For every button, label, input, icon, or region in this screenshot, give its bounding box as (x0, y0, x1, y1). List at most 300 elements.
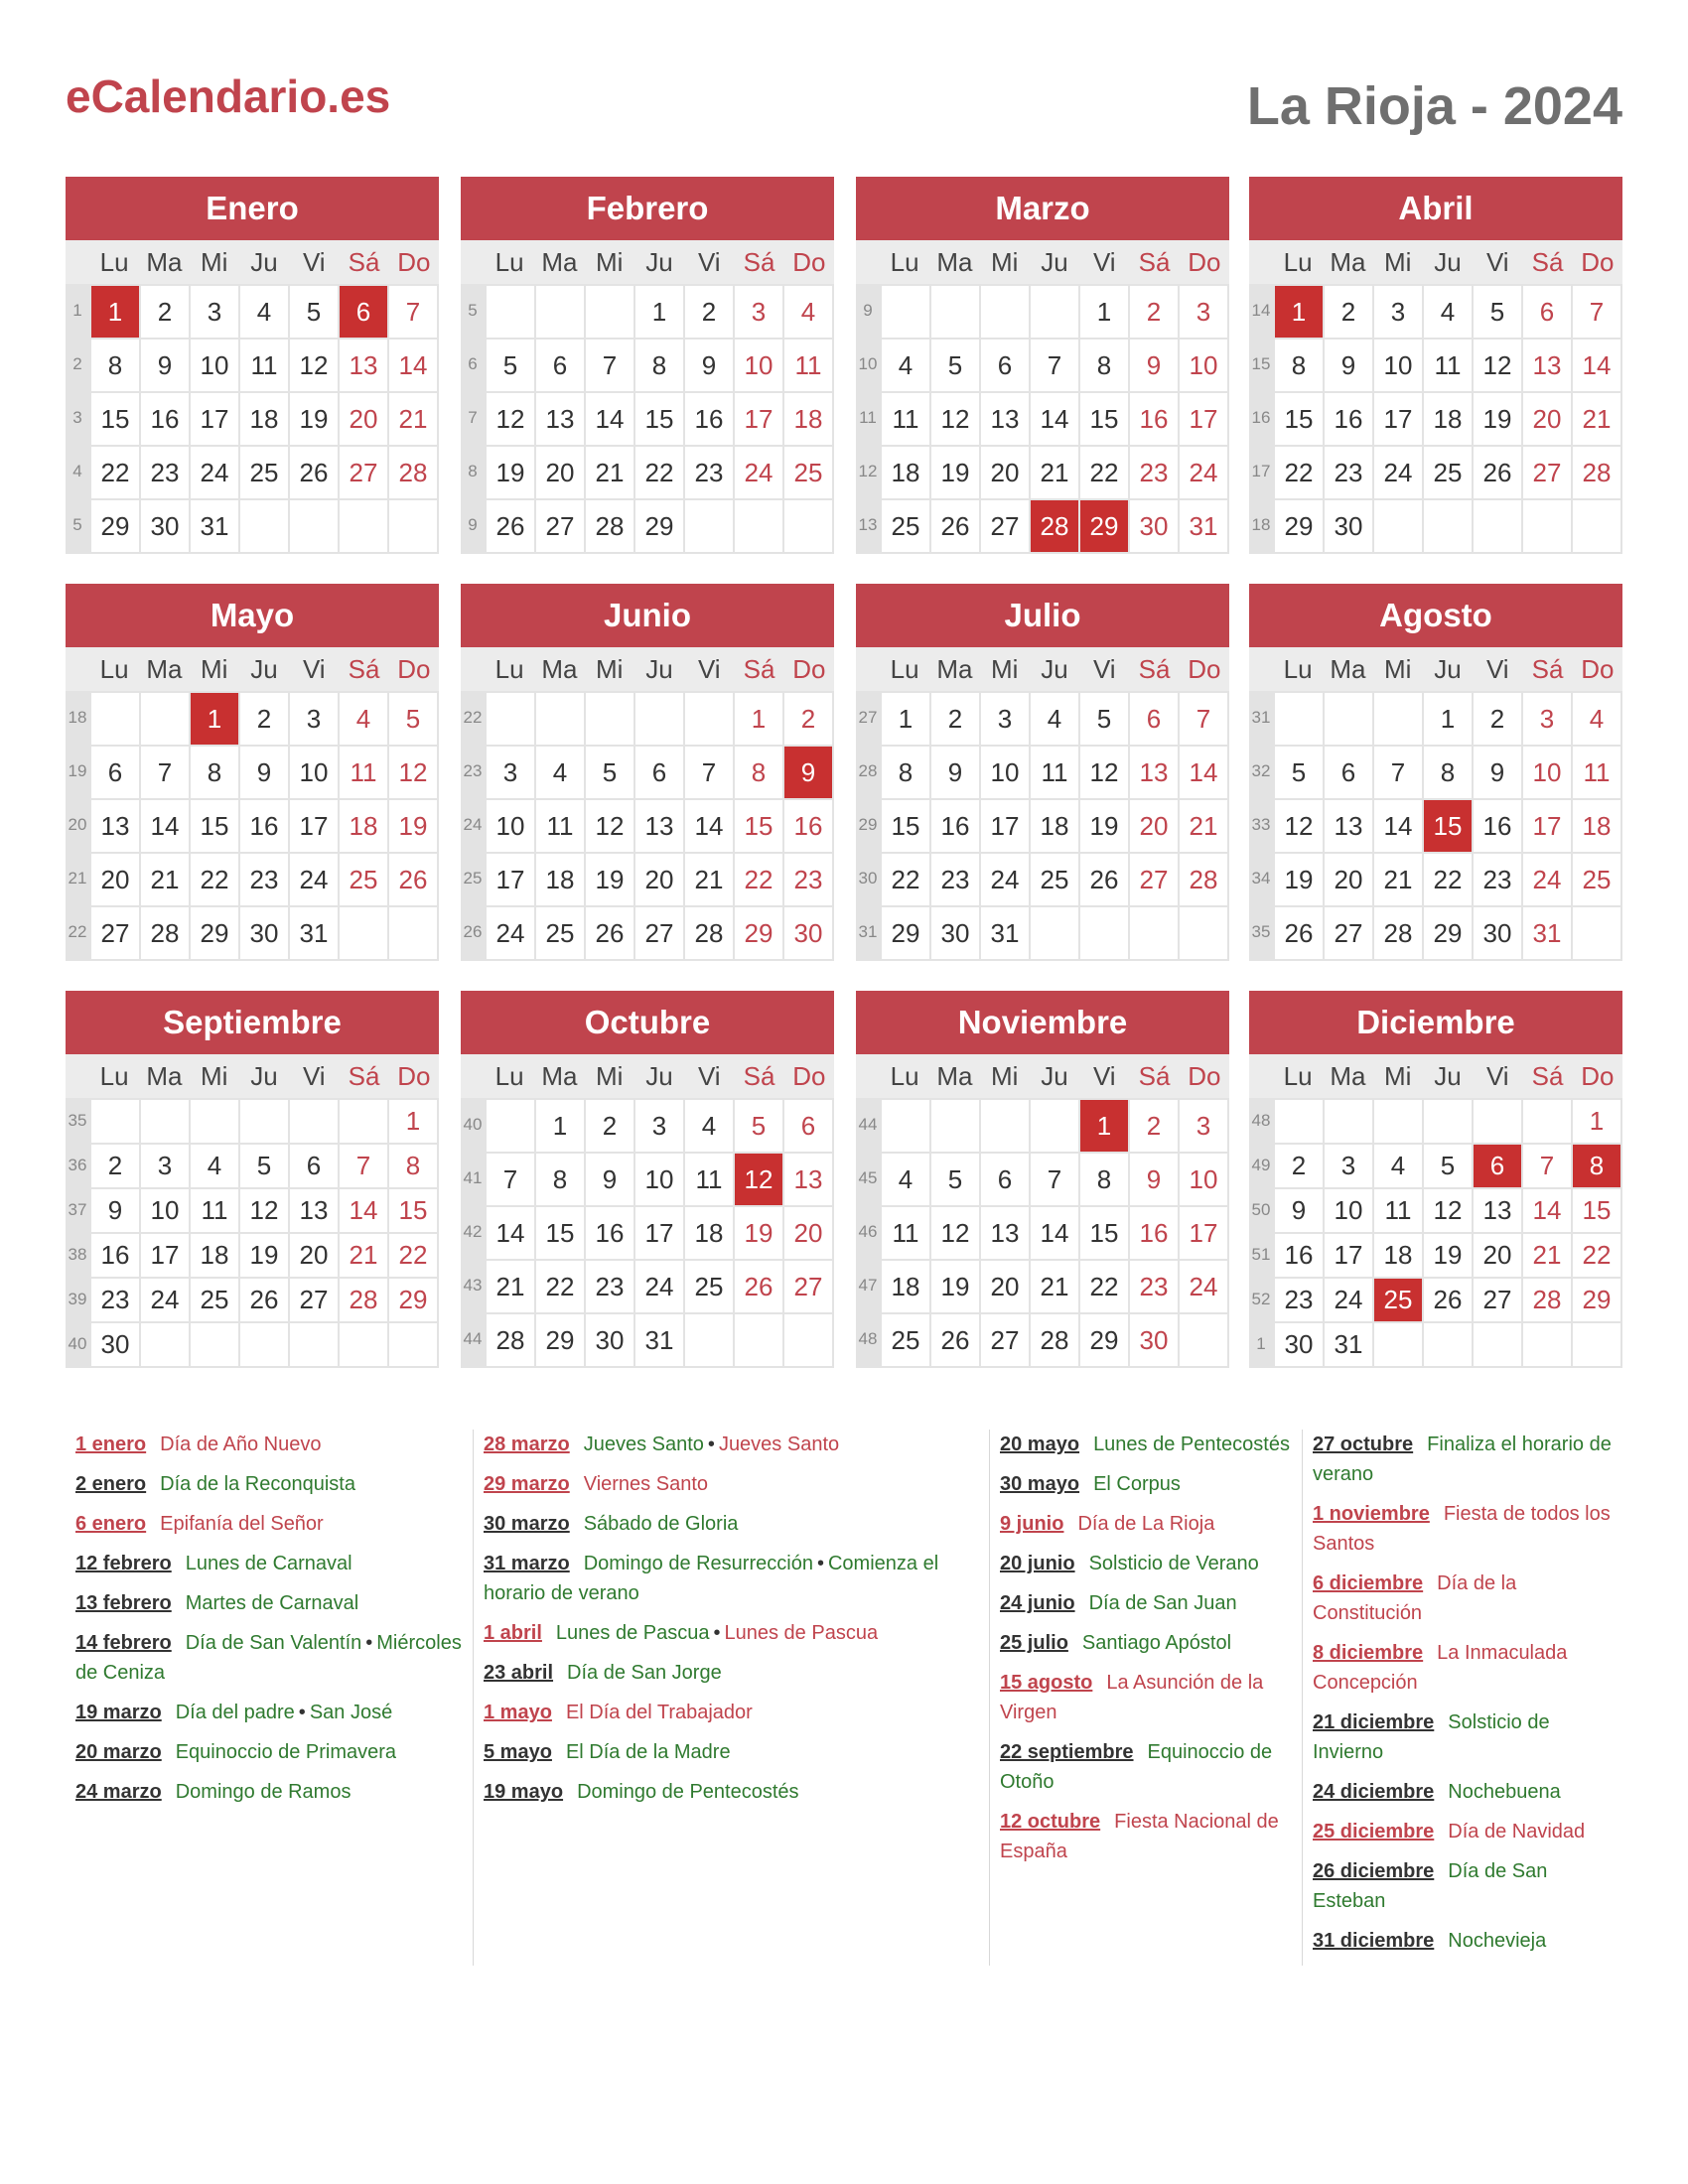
day-cell: 17 (1323, 1232, 1372, 1277)
day-cell: 14 (139, 798, 189, 852)
day-cell: 13 (1521, 338, 1571, 391)
holiday-name: Día de Año Nuevo (160, 1433, 322, 1455)
day-cell: 1 (1078, 1098, 1128, 1152)
week-row (66, 498, 437, 552)
weekday-label: Ma (146, 654, 183, 684)
week-row (1249, 1232, 1620, 1277)
empty-day-cell (338, 498, 387, 552)
day-cell: 10 (979, 745, 1029, 798)
week-row (1249, 445, 1620, 498)
empty-day-cell (288, 498, 338, 552)
day-cell: 8 (89, 338, 139, 391)
empty-day-cell (683, 498, 733, 552)
day-cell: 8 (633, 338, 683, 391)
weekday-label: Vi (302, 1061, 326, 1091)
empty-day-cell (1178, 1312, 1227, 1366)
day-cell: 6 (1472, 1143, 1521, 1187)
day-cell: 18 (1422, 391, 1472, 445)
holiday-item (75, 1430, 473, 1459)
holiday-date: 12 octubre (1000, 1811, 1101, 1833)
empty-day-cell (683, 691, 733, 745)
week-row (66, 445, 437, 498)
holiday-name: Día de Navidad (1448, 1821, 1586, 1843)
day-cell: 26 (1422, 1277, 1472, 1321)
week-row (461, 798, 832, 852)
empty-day-cell (485, 1098, 534, 1152)
day-cell: 5 (584, 745, 633, 798)
day-cell: 23 (89, 1277, 139, 1321)
day-cell: 13 (534, 391, 584, 445)
week-number: 22 (461, 691, 485, 745)
day-cell: 24 (1178, 445, 1227, 498)
day-cell: 1 (1422, 691, 1472, 745)
holiday-date: 15 agosto (1000, 1672, 1093, 1694)
empty-day-cell (238, 1098, 288, 1143)
weekday-header (1249, 647, 1622, 691)
holiday-date: 6 enero (75, 1513, 147, 1535)
weekday-label: Mi (1383, 247, 1412, 277)
empty-day-cell (929, 284, 979, 338)
day-cell: 6 (782, 1098, 832, 1152)
week-number: 11 (856, 391, 880, 445)
empty-day-cell (782, 1312, 832, 1366)
week-number-header (66, 240, 89, 284)
weekday-header (66, 240, 439, 284)
empty-day-cell (979, 1098, 1029, 1152)
weekday-label: Ma (1330, 247, 1366, 277)
month-3 (1249, 177, 1622, 554)
empty-day-cell (782, 498, 832, 552)
weekday-label: Mi (595, 247, 624, 277)
day-cell: 31 (1521, 905, 1571, 959)
day-cell: 25 (683, 1259, 733, 1312)
empty-day-cell (238, 1321, 288, 1366)
holiday-name: Jueves Santo (583, 1433, 704, 1455)
empty-day-cell (338, 1098, 387, 1143)
day-cell: 1 (733, 691, 782, 745)
weekday-label: Ju (250, 654, 278, 684)
day-cell: 7 (387, 284, 437, 338)
day-cell: 12 (1273, 798, 1323, 852)
holiday-item (1000, 1807, 1302, 1866)
day-cell: 21 (683, 852, 733, 905)
day-cell: 20 (1472, 1232, 1521, 1277)
week-number-header (1249, 1054, 1273, 1098)
day-cell: 26 (733, 1259, 782, 1312)
day-cell: 16 (929, 798, 979, 852)
week-number-header (856, 240, 880, 284)
weekday-header (856, 240, 1229, 284)
holiday-column (473, 1430, 989, 1966)
week-number: 43 (461, 1259, 485, 1312)
day-cell: 26 (1078, 852, 1128, 905)
holiday-name: Día de La Rioja (1077, 1513, 1215, 1535)
empty-day-cell (1273, 1098, 1323, 1143)
empty-day-cell (584, 691, 633, 745)
empty-day-cell (1323, 691, 1372, 745)
holiday-date: 9 junio (1000, 1513, 1064, 1535)
day-cell: 8 (1078, 1152, 1128, 1205)
holiday-item (484, 1737, 989, 1767)
day-cell: 17 (1178, 391, 1227, 445)
weekday-label: Sá (348, 1061, 380, 1091)
holiday-item (75, 1698, 473, 1727)
day-cell: 17 (1521, 798, 1571, 852)
holiday-name: Sábado de Gloria (583, 1513, 739, 1535)
week-row (461, 1205, 832, 1259)
day-cell: 14 (1178, 745, 1227, 798)
day-cell: 13 (633, 798, 683, 852)
weekday-label: Lu (99, 654, 129, 684)
holiday-item (1313, 1499, 1619, 1559)
week-number: 47 (856, 1259, 880, 1312)
empty-day-cell (1472, 1098, 1521, 1143)
day-cell: 12 (929, 391, 979, 445)
day-cell: 10 (1323, 1187, 1372, 1232)
day-cell: 4 (338, 691, 387, 745)
weekday-label: Sá (1531, 1061, 1564, 1091)
day-cell: 22 (733, 852, 782, 905)
empty-day-cell (1372, 1098, 1422, 1143)
weekday-label: Ma (936, 654, 973, 684)
holiday-date: 30 mayo (1000, 1473, 1080, 1495)
week-row (461, 284, 832, 338)
week-number: 52 (1249, 1277, 1273, 1321)
holiday-name: Finaliza el horario de verano (1313, 1433, 1612, 1485)
day-cell: 21 (1178, 798, 1227, 852)
holiday-name: Lunes de Carnaval (185, 1553, 352, 1574)
week-number: 16 (1249, 391, 1273, 445)
day-cell: 8 (880, 745, 929, 798)
day-cell: 28 (139, 905, 189, 959)
holiday-name: Miércoles de Ceniza (75, 1632, 462, 1684)
month-title: Noviembre (856, 991, 1229, 1054)
day-cell: 21 (584, 445, 633, 498)
day-cell: 15 (89, 391, 139, 445)
month-11 (1249, 991, 1622, 1368)
week-row (461, 1098, 832, 1152)
day-cell: 14 (683, 798, 733, 852)
holiday-item (484, 1509, 989, 1539)
weekday-header (856, 647, 1229, 691)
week-row (856, 798, 1227, 852)
month-title: Junio (461, 584, 834, 647)
weekday-label: Ju (1041, 654, 1068, 684)
day-cell: 1 (534, 1098, 584, 1152)
week-number: 20 (66, 798, 89, 852)
day-cell: 22 (633, 445, 683, 498)
empty-day-cell (139, 691, 189, 745)
week-row (1249, 498, 1620, 552)
day-cell: 3 (633, 1098, 683, 1152)
day-cell: 3 (979, 691, 1029, 745)
holiday-item (75, 1588, 473, 1618)
day-cell: 18 (880, 445, 929, 498)
week-number: 25 (461, 852, 485, 905)
empty-day-cell (1422, 1321, 1472, 1366)
holiday-item (484, 1549, 989, 1608)
week-number: 42 (461, 1205, 485, 1259)
day-cell: 17 (189, 391, 238, 445)
day-cell: 30 (929, 905, 979, 959)
month-4 (66, 584, 439, 961)
day-cell: 6 (979, 338, 1029, 391)
day-cell: 7 (485, 1152, 534, 1205)
day-cell: 20 (288, 1232, 338, 1277)
weekday-label: Ma (541, 247, 578, 277)
day-cell: 31 (633, 1312, 683, 1366)
empty-day-cell (1078, 905, 1128, 959)
day-cell: 15 (1078, 391, 1128, 445)
holiday-name: Día del padre (175, 1702, 295, 1723)
day-cell: 1 (633, 284, 683, 338)
week-number: 32 (1249, 745, 1273, 798)
week-number: 35 (66, 1098, 89, 1143)
holiday-date: 2 enero (75, 1473, 147, 1495)
day-cell: 15 (633, 391, 683, 445)
weekday-header (856, 1054, 1229, 1098)
day-cell: 15 (1273, 391, 1323, 445)
day-cell: 17 (139, 1232, 189, 1277)
day-cell: 18 (880, 1259, 929, 1312)
holiday-name: Equinoccio de Primavera (175, 1741, 397, 1763)
day-cell: 27 (1521, 445, 1571, 498)
week-number: 49 (1249, 1143, 1273, 1187)
day-cell: 23 (139, 445, 189, 498)
day-cell: 13 (979, 1205, 1029, 1259)
day-cell: 28 (1178, 852, 1227, 905)
day-cell: 27 (1323, 905, 1372, 959)
day-cell: 4 (782, 284, 832, 338)
day-cell: 9 (1128, 338, 1178, 391)
day-cell: 30 (1128, 498, 1178, 552)
week-number: 30 (856, 852, 880, 905)
day-cell: 27 (1128, 852, 1178, 905)
day-cell: 11 (1422, 338, 1472, 391)
day-cell: 25 (880, 498, 929, 552)
week-number: 33 (1249, 798, 1273, 852)
day-cell: 10 (733, 338, 782, 391)
day-cell: 25 (1372, 1277, 1422, 1321)
holiday-date: 5 mayo (484, 1741, 552, 1763)
week-row (1249, 1187, 1620, 1232)
holiday-date: 14 febrero (75, 1632, 172, 1654)
bullet-separator: • (816, 1553, 824, 1574)
day-cell: 28 (338, 1277, 387, 1321)
empty-day-cell (1571, 498, 1620, 552)
holiday-name: Viernes Santo (583, 1473, 708, 1495)
day-cell: 29 (387, 1277, 437, 1321)
day-cell: 18 (683, 1205, 733, 1259)
week-number: 50 (1249, 1187, 1273, 1232)
weekday-label: Lu (494, 654, 524, 684)
day-cell: 18 (1372, 1232, 1422, 1277)
weekday-label: Sá (1138, 654, 1171, 684)
weekday-label: Vi (302, 654, 326, 684)
day-cell: 12 (733, 1152, 782, 1205)
holiday-name: Solsticio de Verano (1088, 1553, 1259, 1574)
holiday-item (484, 1618, 989, 1648)
day-cell: 5 (238, 1143, 288, 1187)
empty-day-cell (387, 498, 437, 552)
holiday-item (1000, 1549, 1302, 1578)
day-cell: 10 (1372, 338, 1422, 391)
day-cell: 30 (584, 1312, 633, 1366)
weekday-label: Vi (1092, 247, 1116, 277)
day-cell: 25 (1422, 445, 1472, 498)
day-cell: 22 (1571, 1232, 1620, 1277)
day-cell: 20 (633, 852, 683, 905)
day-cell: 3 (1521, 691, 1571, 745)
week-row (66, 391, 437, 445)
holiday-date: 29 marzo (484, 1473, 570, 1495)
weekday-label: Ma (1330, 654, 1366, 684)
day-cell: 4 (1029, 691, 1078, 745)
day-cell: 22 (89, 445, 139, 498)
week-row (461, 745, 832, 798)
day-cell: 5 (1273, 745, 1323, 798)
week-row (1249, 1143, 1620, 1187)
day-cell: 17 (633, 1205, 683, 1259)
holiday-name: El Día del Trabajador (565, 1702, 753, 1723)
day-cell: 31 (1323, 1321, 1372, 1366)
day-cell: 26 (584, 905, 633, 959)
day-cell: 18 (1029, 798, 1078, 852)
weekday-label: Sá (1531, 654, 1564, 684)
day-cell: 4 (534, 745, 584, 798)
day-cell: 7 (1178, 691, 1227, 745)
day-cell: 4 (880, 1152, 929, 1205)
holiday-date: 6 diciembre (1313, 1572, 1424, 1594)
day-cell: 18 (189, 1232, 238, 1277)
day-cell: 9 (1323, 338, 1372, 391)
day-cell: 14 (1571, 338, 1620, 391)
day-cell: 26 (1472, 445, 1521, 498)
empty-day-cell (1571, 1321, 1620, 1366)
holiday-item (1000, 1668, 1302, 1727)
holiday-date: 20 marzo (75, 1741, 162, 1763)
day-cell: 9 (1128, 1152, 1178, 1205)
week-row (1249, 284, 1620, 338)
weekday-label: Sá (1138, 1061, 1171, 1091)
week-row (66, 691, 437, 745)
day-cell: 8 (1078, 338, 1128, 391)
months-grid (66, 177, 1622, 1378)
empty-day-cell (534, 691, 584, 745)
day-cell: 31 (979, 905, 1029, 959)
week-number: 46 (856, 1205, 880, 1259)
day-cell: 10 (189, 338, 238, 391)
day-cell: 8 (387, 1143, 437, 1187)
day-cell: 30 (1273, 1321, 1323, 1366)
day-cell: 20 (534, 445, 584, 498)
weekday-label: Ma (936, 247, 973, 277)
day-cell: 22 (880, 852, 929, 905)
day-cell: 24 (288, 852, 338, 905)
holiday-date: 1 abril (484, 1622, 542, 1644)
day-cell: 2 (1273, 1143, 1323, 1187)
bullet-separator: • (298, 1702, 306, 1723)
weekday-label: Mi (200, 247, 228, 277)
weekday-header (66, 1054, 439, 1098)
week-row (66, 1187, 437, 1232)
week-number: 29 (856, 798, 880, 852)
week-row (66, 745, 437, 798)
day-grid (1249, 1098, 1622, 1368)
holiday-date: 1 noviembre (1313, 1503, 1430, 1525)
holiday-date: 12 febrero (75, 1553, 172, 1574)
day-cell: 5 (387, 691, 437, 745)
day-cell: 3 (1372, 284, 1422, 338)
week-row (856, 1152, 1227, 1205)
day-cell: 4 (238, 284, 288, 338)
day-cell: 19 (238, 1232, 288, 1277)
day-cell: 10 (1521, 745, 1571, 798)
day-cell: 20 (1521, 391, 1571, 445)
holiday-name: Jueves Santo (718, 1433, 840, 1455)
day-cell: 14 (387, 338, 437, 391)
day-cell: 4 (880, 338, 929, 391)
day-cell: 20 (1128, 798, 1178, 852)
day-cell: 24 (1372, 445, 1422, 498)
holiday-name: Día de San Juan (1088, 1592, 1237, 1614)
day-cell: 21 (139, 852, 189, 905)
empty-day-cell (584, 284, 633, 338)
empty-day-cell (534, 284, 584, 338)
day-grid (461, 1098, 834, 1368)
day-cell: 5 (485, 338, 534, 391)
week-number-header (461, 647, 485, 691)
day-cell: 20 (979, 445, 1029, 498)
weekday-label: Lu (1283, 1061, 1313, 1091)
day-cell: 4 (1422, 284, 1472, 338)
day-cell: 2 (238, 691, 288, 745)
day-cell: 24 (979, 852, 1029, 905)
week-number: 39 (66, 1277, 89, 1321)
week-number: 18 (66, 691, 89, 745)
day-cell: 2 (1128, 1098, 1178, 1152)
day-cell: 26 (387, 852, 437, 905)
weekday-label: Ju (1434, 1061, 1462, 1091)
empty-day-cell (189, 1098, 238, 1143)
week-row (461, 391, 832, 445)
weekday-label: Do (1188, 654, 1221, 684)
day-grid (856, 284, 1229, 554)
day-cell: 7 (1029, 338, 1078, 391)
holiday-date: 8 diciembre (1313, 1642, 1424, 1664)
day-cell: 19 (387, 798, 437, 852)
brand-logo-text: eCalendario.es (66, 70, 391, 122)
day-cell: 1 (880, 691, 929, 745)
weekday-label: Do (792, 247, 826, 277)
day-cell: 31 (1178, 498, 1227, 552)
holiday-date: 20 junio (1000, 1553, 1075, 1574)
empty-day-cell (288, 1321, 338, 1366)
week-number: 13 (856, 498, 880, 552)
week-row (856, 905, 1227, 959)
weekday-label: Mi (1383, 654, 1412, 684)
day-cell: 6 (1323, 745, 1372, 798)
holiday-date: 19 marzo (75, 1702, 162, 1723)
day-cell: 30 (139, 498, 189, 552)
day-cell: 14 (1029, 391, 1078, 445)
day-cell: 16 (1128, 1205, 1178, 1259)
holiday-name: Epifanía del Señor (160, 1513, 324, 1535)
day-cell: 6 (1128, 691, 1178, 745)
day-cell: 28 (1029, 498, 1078, 552)
month-8 (66, 991, 439, 1368)
day-grid (66, 691, 439, 961)
